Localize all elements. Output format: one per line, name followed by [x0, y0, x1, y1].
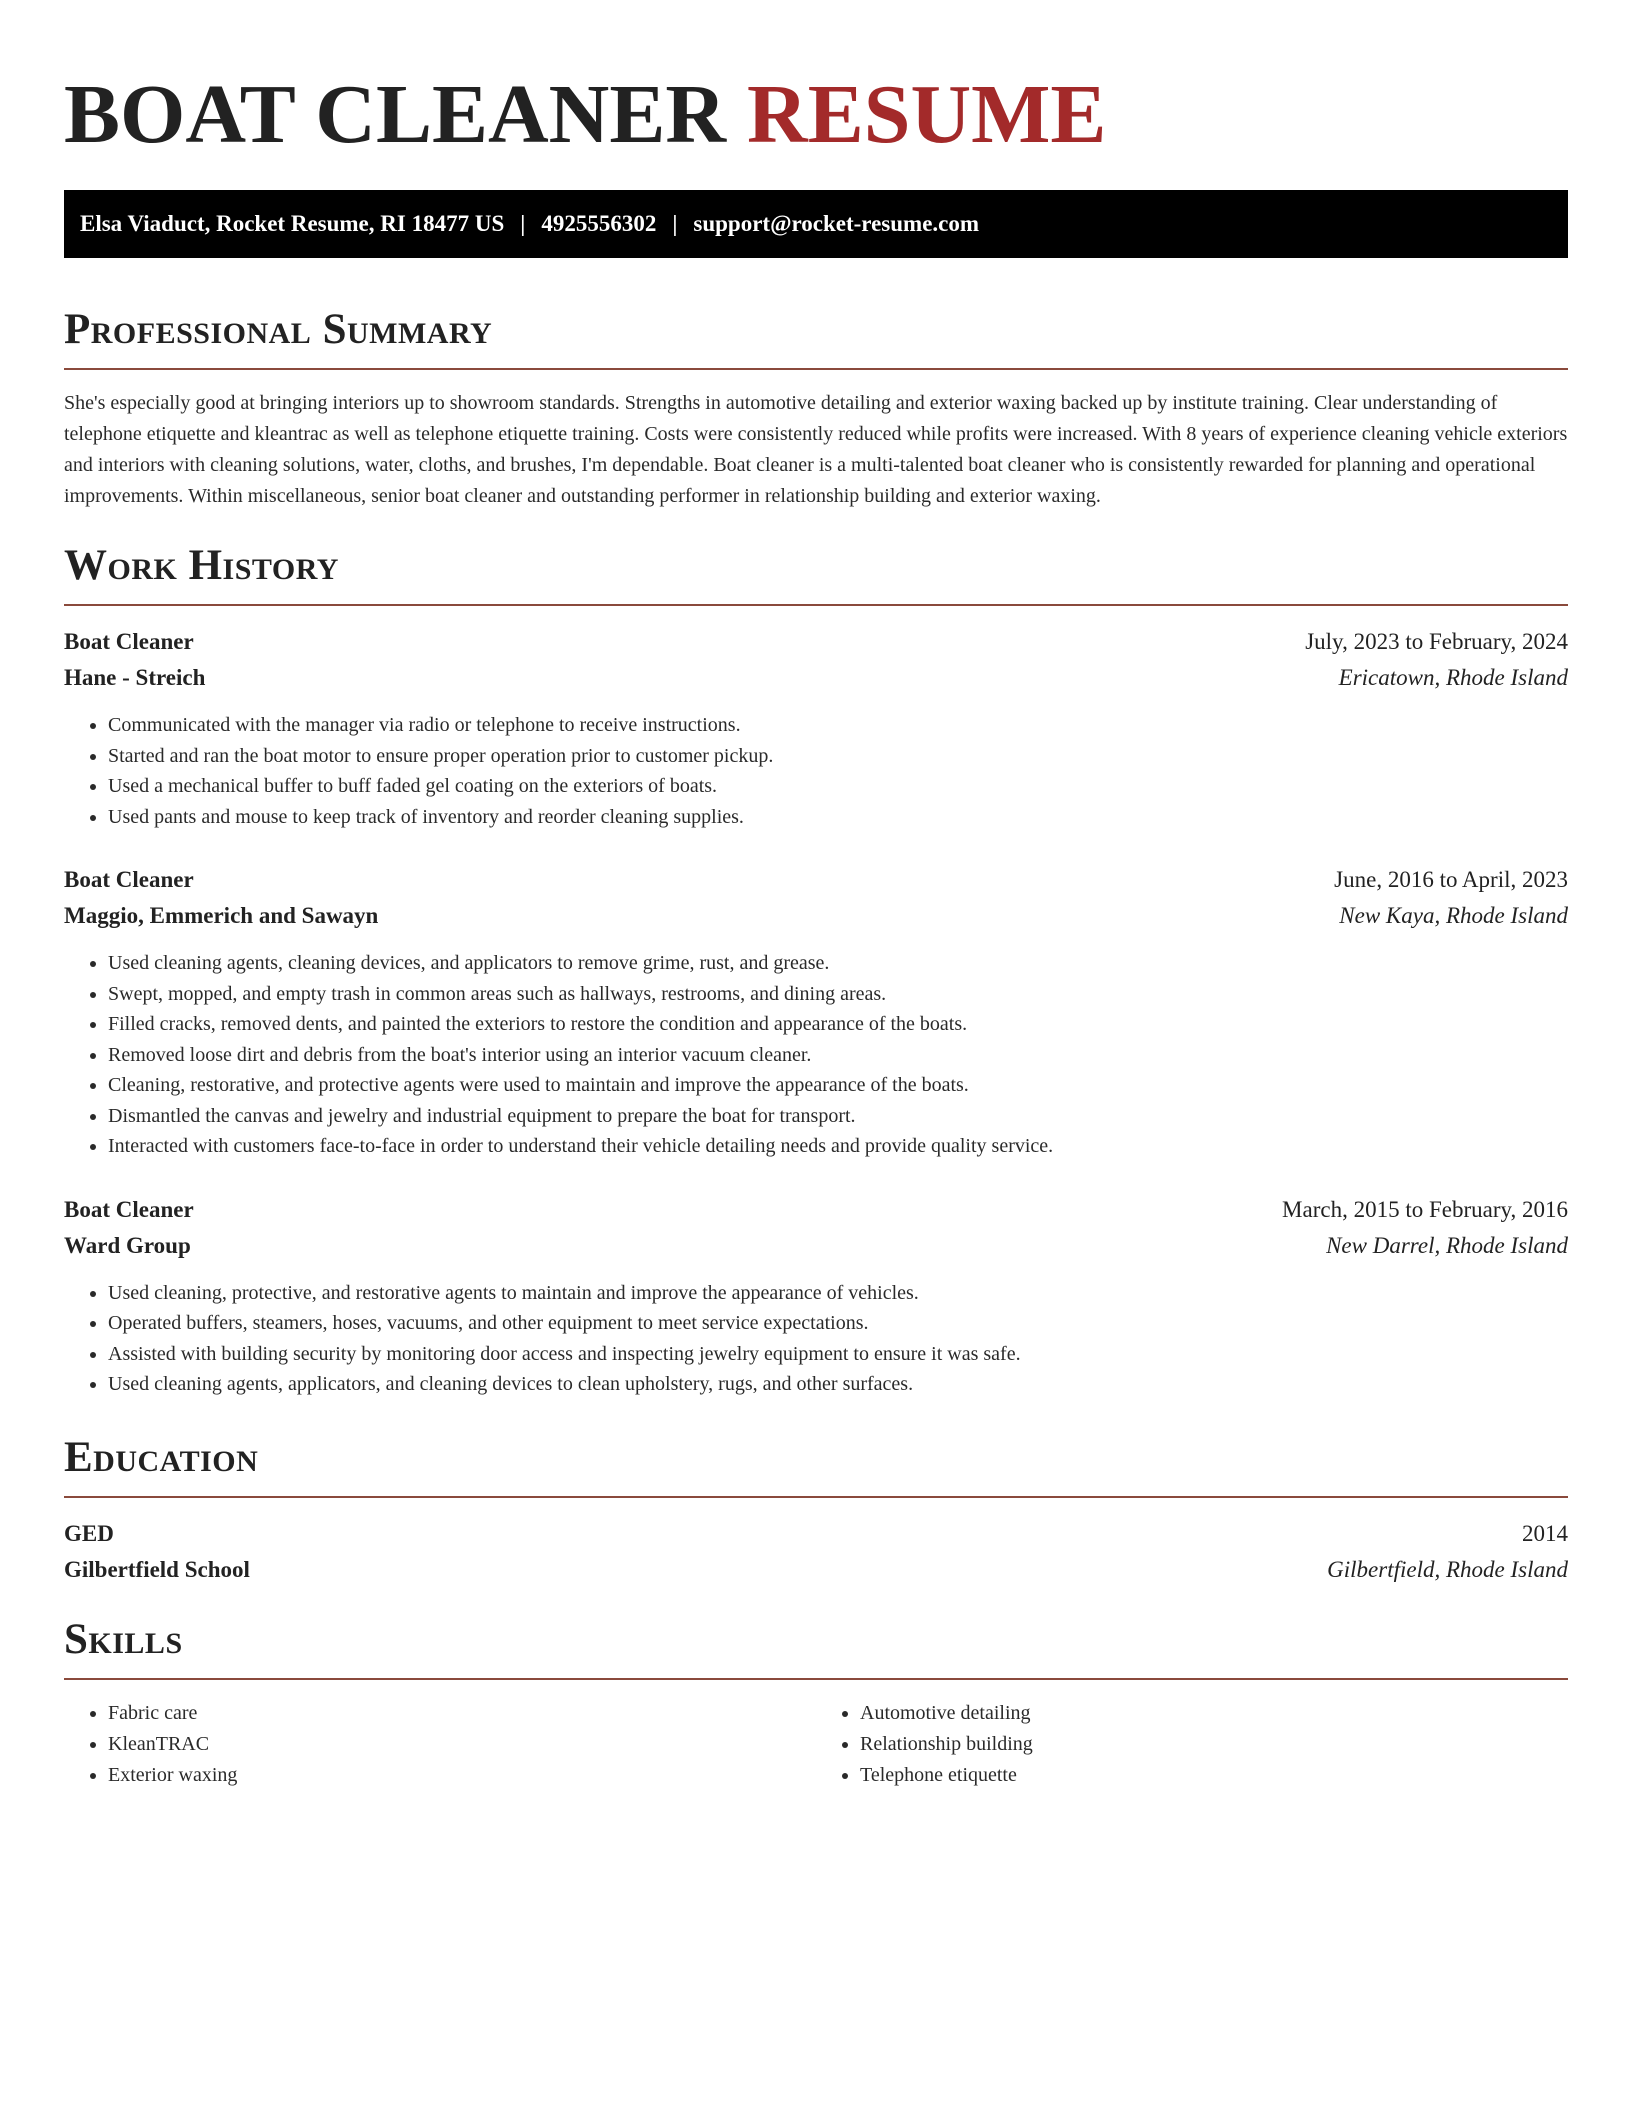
section-heading: Work History	[64, 542, 339, 589]
section-heading: Education	[64, 1433, 259, 1481]
job-bullets	[64, 948, 1568, 1162]
list-item: • Cleaning, restorative, and protective agents were used to maintain and improve the appearance of the boats.	[108, 1070, 1568, 1101]
job-company: Maggio, Emmerich and Sawayn	[64, 903, 379, 928]
list-item: • Filled cracks, removed dents, and painted the exteriors to restore the condition and appearance of the boats.	[108, 1009, 1568, 1040]
list-item: • Interacted with customers face-to-face in order to understand their vehicle detailing needs and provide quality service.	[108, 1131, 1568, 1162]
list-item: • Started and ran the boat motor to ensure proper operation prior to customer pickup.	[108, 741, 1568, 772]
list-item: • Operated buffers, steamers, hoses, vacuums, and other equipment to meet service expectations.	[108, 1308, 1568, 1339]
education-year: 2014	[1522, 1520, 1568, 1546]
skills-columns	[64, 1698, 1568, 1791]
section-heading: Professional Summary	[64, 306, 493, 353]
list-item: • Swept, mopped, and empty trash in common areas such as hallways, restrooms, and dining areas.	[108, 979, 1568, 1010]
section-divider	[64, 1678, 1568, 1680]
job-title: Boat Cleaner	[64, 1196, 194, 1222]
job-location: New Kaya, Rhode Island	[1339, 903, 1568, 928]
section-divider	[64, 1496, 1568, 1498]
contact-bar	[64, 190, 1568, 258]
skill-item: • KleanTRAC	[108, 1729, 816, 1760]
skill-item: • Relationship building	[860, 1729, 1568, 1760]
list-item: • Used a mechanical buffer to buff faded gel coating on the exteriors of boats.	[108, 771, 1568, 802]
list-item: • Used pants and mouse to keep track of inventory and reorder cleaning supplies.	[108, 802, 1568, 833]
education-section	[64, 1430, 1568, 1588]
job-dates: July, 2023 to February, 2024	[1305, 629, 1568, 654]
education-school: Gilbertfield School	[64, 1556, 250, 1582]
job-dates: June, 2016 to April, 2023	[1334, 867, 1568, 892]
job-bullets	[64, 710, 1568, 832]
title-accent: RESUME	[747, 68, 1107, 161]
section-heading: Skills	[64, 1615, 183, 1663]
job-entry	[64, 624, 1568, 832]
skills-section	[64, 1612, 1568, 1791]
contact-separator: |	[520, 211, 526, 236]
list-item: • Removed loose dirt and debris from the boat's interior using an interior vacuum cleaner.	[108, 1040, 1568, 1071]
section-divider	[64, 604, 1568, 606]
job-bullets	[64, 1278, 1568, 1400]
job-title: Boat Cleaner	[64, 629, 194, 654]
skill-item: • Exterior waxing	[108, 1760, 816, 1791]
job-dates: March, 2015 to February, 2016	[1282, 1196, 1568, 1222]
skills-column-left	[64, 1698, 816, 1791]
work-history-section	[64, 538, 1568, 1400]
summary-section	[64, 302, 1568, 512]
job-entry	[64, 862, 1568, 1162]
page-title	[64, 60, 1568, 170]
contact-address: Elsa Viaduct, Rocket Resume, RI 18477 US	[80, 211, 505, 236]
contact-email[interactable]: support@rocket-resume.com	[693, 211, 980, 236]
skill-item: • Automotive detailing	[860, 1698, 1568, 1729]
job-title: Boat Cleaner	[64, 867, 194, 892]
section-divider	[64, 368, 1568, 370]
list-item: • Used cleaning agents, applicators, and cleaning devices to clean upholstery, rugs, and other surfaces.	[108, 1369, 1568, 1400]
job-location: New Darrel, Rhode Island	[1326, 1232, 1568, 1258]
education-degree: GED	[64, 1520, 114, 1546]
contact-phone[interactable]: 4925556302	[541, 211, 657, 236]
skill-item: • Telephone etiquette	[860, 1760, 1568, 1791]
summary-text: She's especially good at bringing interiors up to showroom standards. Strengths in automotive detailing and exterior waxing backed up by institute training. Clear understanding of telephone etiquette and kleantrac as well as telephone etiquette training. Costs were consistently reduced while profits were increased. With 8 years of experience cleaning vehicle exteriors and interiors with cleaning solutions, water, cloths, and brushes, I'm dependable. Boat cleaner is a multi-talented boat cleaner who is consistently rewarded for planning and operational improvements. Within miscellaneous, senior boat cleaner and outstanding performer in relationship building and exterior waxing.	[64, 392, 1568, 507]
list-item: • Used cleaning agents, cleaning devices, and applicators to remove grime, rust, and grease.	[108, 948, 1568, 979]
job-company: Ward Group	[64, 1232, 191, 1258]
job-entry	[64, 1192, 1568, 1400]
resume-page	[64, 48, 1568, 1791]
skill-item: • Fabric care	[108, 1698, 816, 1729]
list-item: • Used cleaning, protective, and restorative agents to maintain and improve the appearance of vehicles.	[108, 1278, 1568, 1309]
title-main: BOAT CLEANER	[64, 68, 727, 161]
job-location: Ericatown, Rhode Island	[1338, 665, 1568, 690]
list-item: • Dismantled the canvas and jewelry and industrial equipment to prepare the boat for transport.	[108, 1101, 1568, 1132]
education-location: Gilbertfield, Rhode Island	[1327, 1556, 1568, 1582]
list-item: • Assisted with building security by monitoring door access and inspecting jewelry equipment to ensure it was safe.	[108, 1339, 1568, 1370]
contact-separator: |	[672, 211, 678, 236]
list-item: • Communicated with the manager via radio or telephone to receive instructions.	[108, 710, 1568, 741]
skills-column-right	[816, 1698, 1568, 1791]
job-company: Hane - Streich	[64, 665, 206, 690]
